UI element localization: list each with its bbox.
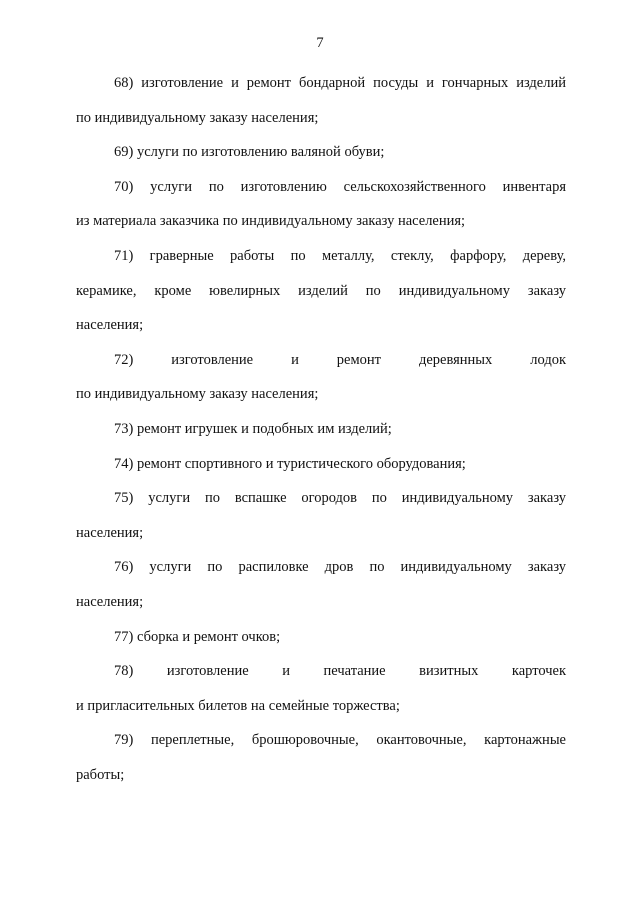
- list-item-line: работы;: [76, 766, 125, 783]
- list-item-line: 79) переплетные, брошюровочные, окантовочные, картонажные: [114, 732, 566, 749]
- list-item-77: [76, 620, 566, 655]
- list-item-line: 68) изготовление и ремонт бондарной посуды и гончарных изделий: [114, 75, 566, 91]
- list-item-line: 78) изготовление и печатание визитных карточек: [114, 663, 566, 680]
- list-item-line: по индивидуальному заказу населения;: [76, 386, 319, 403]
- list-item-79: [76, 723, 566, 792]
- list-item-76: [76, 550, 566, 619]
- list-item-line: 74) ремонт спортивного и туристического оборудования;: [114, 455, 466, 472]
- list-item-74: [76, 447, 566, 482]
- list-item-line: 77) сборка и ремонт очков;: [114, 628, 281, 645]
- list-item-72: [76, 343, 566, 412]
- list-item-line: 71) граверные работы по металлу, стеклу, фарфору, дереву,: [114, 247, 566, 264]
- list-item-line: 73) ремонт игрушек и подобных им изделий;: [114, 420, 392, 437]
- list-item-line: 72) изготовление и ремонт деревянных лодок: [114, 351, 566, 368]
- list-item-line: населения;: [76, 593, 144, 610]
- list-item-line: населения;: [76, 524, 144, 541]
- list-item-line: 75) услуги по вспашке огородов по индивидуальному заказу: [114, 490, 566, 507]
- list-item-line: и пригласительных билетов на семейные торжества;: [76, 697, 400, 714]
- list-item-line: 70) услуги по изготовлению сельскохозяйственного инвентаря: [114, 178, 566, 195]
- list-item-line: из материала заказчика по индивидуальному заказу населения;: [76, 213, 466, 230]
- list-item-line: населения;: [76, 317, 144, 334]
- list-item-70: [76, 170, 566, 239]
- page-number: 7: [316, 35, 324, 51]
- list-item-68: [76, 66, 566, 135]
- list-body: [76, 66, 566, 792]
- list-item-line: керамике, кроме ювелирных изделий по индивидуальному заказу: [76, 282, 566, 299]
- list-item-73: [76, 412, 566, 447]
- list-item-75: [76, 481, 566, 550]
- list-item-line: по индивидуальному заказу населения;: [76, 109, 319, 126]
- list-item-71: [76, 239, 566, 343]
- list-item-78: [76, 654, 566, 723]
- list-item-line: 76) услуги по распиловке дров по индивидуальному заказу: [114, 559, 566, 576]
- list-item-line: 69) услуги по изготовлению валяной обуви;: [114, 144, 385, 161]
- list-item-69: [76, 135, 566, 170]
